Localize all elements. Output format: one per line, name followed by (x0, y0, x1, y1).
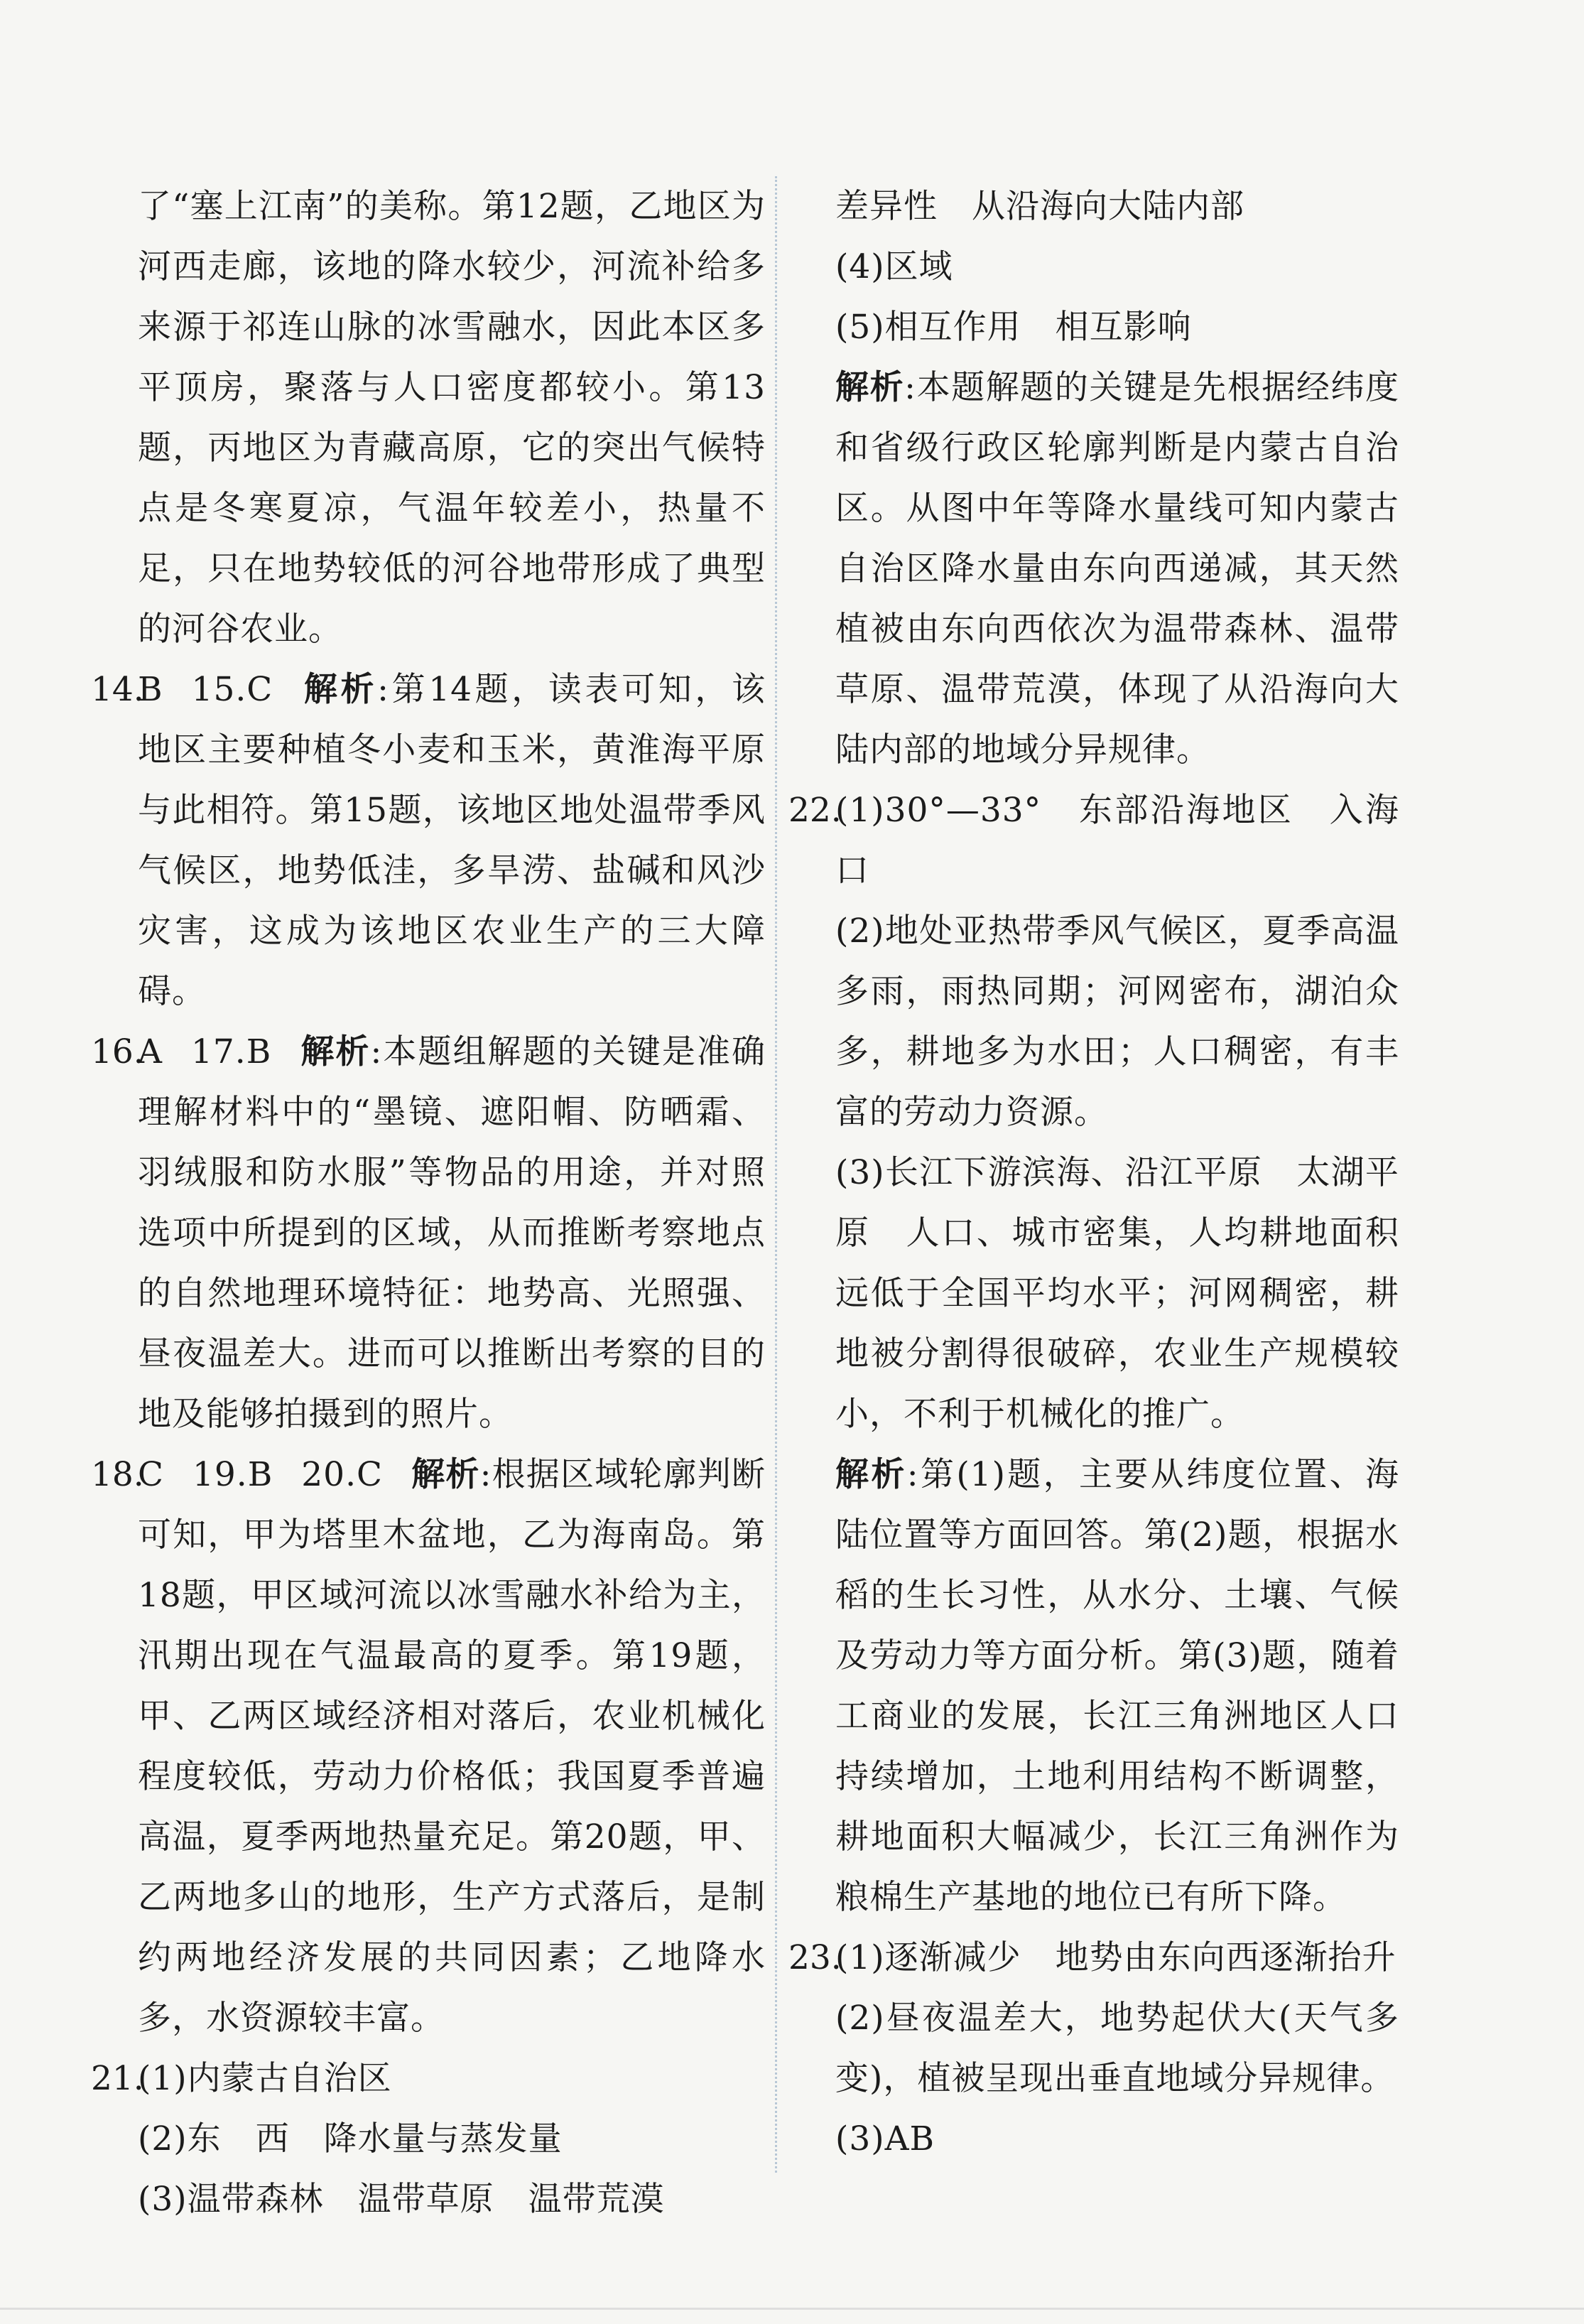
answer-block-21 (91, 2048, 766, 2230)
sub-answer-2: (2)昼夜温差大，地势起伏大(天气多变)，植被呈现出垂直地域分异规律。 (835, 1999, 1399, 2098)
answer-block-23 (788, 1928, 1399, 2169)
answer-choice: B (138, 670, 163, 709)
analysis-text: :第14题，读表可知，该地区主要种植冬小麦和玉米，黄淮海平原与此相符。第15题，该地区地处温带季风气候区，地势低洼，多旱涝、盐碱和风沙灾害，这成为该地区农业生产的三大障碍。 (138, 670, 766, 1011)
answer-body (138, 1022, 766, 1444)
question-number: 22. (788, 791, 842, 830)
question-number: 21. (91, 2059, 144, 2098)
answer-block-22 (788, 780, 1399, 1928)
analysis-label: 解析 (835, 1455, 907, 1494)
sub-answer-1: (1)内蒙古自治区 (138, 2059, 392, 2098)
analysis-text: :第(1)题，主要从纬度位置、海陆位置等方面回答。第(2)题，根据水稻的生长习性，从水分、土壤、气候及劳动力等方面分析。第(3)题，随着工商业的发展，长江三角洲地区人口持续增加，土地利用结构不断调整，耕地面积大幅减少，长江三角洲作为粮棉生产基地的地位已有所下降。 (835, 1455, 1399, 1917)
sub-answer-5: (5)相互作用 相互影响 (835, 308, 1192, 347)
question-number: 14. (91, 670, 144, 709)
left-column (91, 176, 766, 2230)
analysis-label: 解析 (411, 1455, 480, 1494)
answer-body (138, 2048, 766, 2230)
analysis-label: 解析 (300, 1032, 371, 1071)
analysis-paragraph (835, 357, 1399, 780)
question-number: 16. (91, 1032, 144, 1071)
answer-choice: 15.C (191, 670, 273, 709)
question-number: 18. (91, 1455, 144, 1494)
sub-answer-2: (2)东 西 降水量与蒸发量 (138, 2119, 563, 2158)
analysis-text: :根据区域轮廓判断可知，甲为塔里木盆地，乙为海南岛。第18题，甲区域河流以冰雪融水补给为主，汛期出现在气温最高的夏季。第19题，甲、乙两区域经济相对落后，农业机械化程度较低，劳动力价格低；我国夏季普遍高温，夏季两地热量充足。第20题，甲、乙两地多山的地形，生产方式落后，是制约两地经济发展的共同因素；乙地降水多，水资源较丰富。 (138, 1455, 766, 2038)
answer-choice: C (138, 1455, 164, 1494)
answer-choice: 19.B (192, 1455, 273, 1494)
analysis-paragraph (835, 1444, 1399, 1928)
answer-choice: A (138, 1032, 163, 1071)
answer-body (835, 780, 1399, 1928)
analysis-label: 解析 (301, 670, 378, 709)
answer-block-14-15 (91, 659, 766, 1022)
analysis-text: :本题解题的关键是先根据经纬度和省级行政区轮廓判断是内蒙古自治区。从图中年等降水量线可知内蒙古自治区降水量由东向西递减，其天然植被由东向西依次为温带森林、温带草原、温带荒漠，体现了从沿海向大陆内部的地域分异规律。 (835, 368, 1400, 769)
sub-answer-1: (1)30°—33° 东部沿海地区 入海口 (835, 791, 1399, 890)
answer-choice: 17.B (190, 1032, 272, 1071)
answer-block-21-continued (788, 176, 1399, 780)
sub-answer-2: (2)地处亚热带季风气候区，夏季高温多雨，雨热同期；河网密布，湖泊众多，耕地多为水田；人口稠密，有丰富的劳动力资源。 (835, 912, 1399, 1132)
right-column (788, 176, 1399, 2169)
answer-body (138, 659, 766, 1022)
bottom-edge-line (0, 2308, 1584, 2310)
answer-body (835, 1928, 1399, 2169)
sub-answer-3: (3)AB (835, 2119, 935, 2158)
answer-block-18-20 (91, 1444, 766, 2048)
sub-answer-3: (3)温带森林 温带草原 温带荒漠 (138, 2180, 665, 2219)
column-divider (775, 176, 777, 2173)
answer-body (138, 1444, 766, 2048)
continued-explanation: 了“塞上江南”的美称。第12题，乙地区为河西走廊，该地的降水较少，河流补给多来源于祁连山脉的冰雪融水，因此本区多平顶房，聚落与人口密度都较小。第13题，丙地区为青藏高原，它的突出气候特点是冬寒夏凉，气温年较差小，热量不足，只在地势较低的河谷地带形成了典型的河谷农业。 (138, 187, 766, 649)
question-number: 23. (788, 1938, 842, 1977)
analysis-label: 解析 (835, 368, 905, 407)
sub-answer-3-continued: 差异性 从沿海向大陆内部 (835, 187, 1244, 226)
sub-answer-3: (3)长江下游滨海、沿江平原 太湖平原 人口、城市密集，人均耕地面积远低于全国平均水平；河网稠密，耕地被分割得很破碎，农业生产规模较小，不利于机械化的推广。 (835, 1153, 1399, 1434)
sub-answer-4: (4)区域 (835, 247, 953, 286)
analysis-text: :本题组解题的关键是准确理解材料中的“墨镜、遮阳帽、防晒霜、羽绒服和防水服”等物品的用途，并对照选项中所提到的区域，从而推断考察地点的自然地理环境特征：地势高、光照强、昼夜温差大。进而可以推断出考察的目的地及能够拍摄到的照片。 (138, 1032, 766, 1434)
sub-answer-1: (1)逐渐减少 地势由东向西逐渐抬升 (835, 1938, 1396, 1977)
answer-block-16-17 (91, 1022, 766, 1444)
answer-choice: 20.C (301, 1455, 383, 1494)
